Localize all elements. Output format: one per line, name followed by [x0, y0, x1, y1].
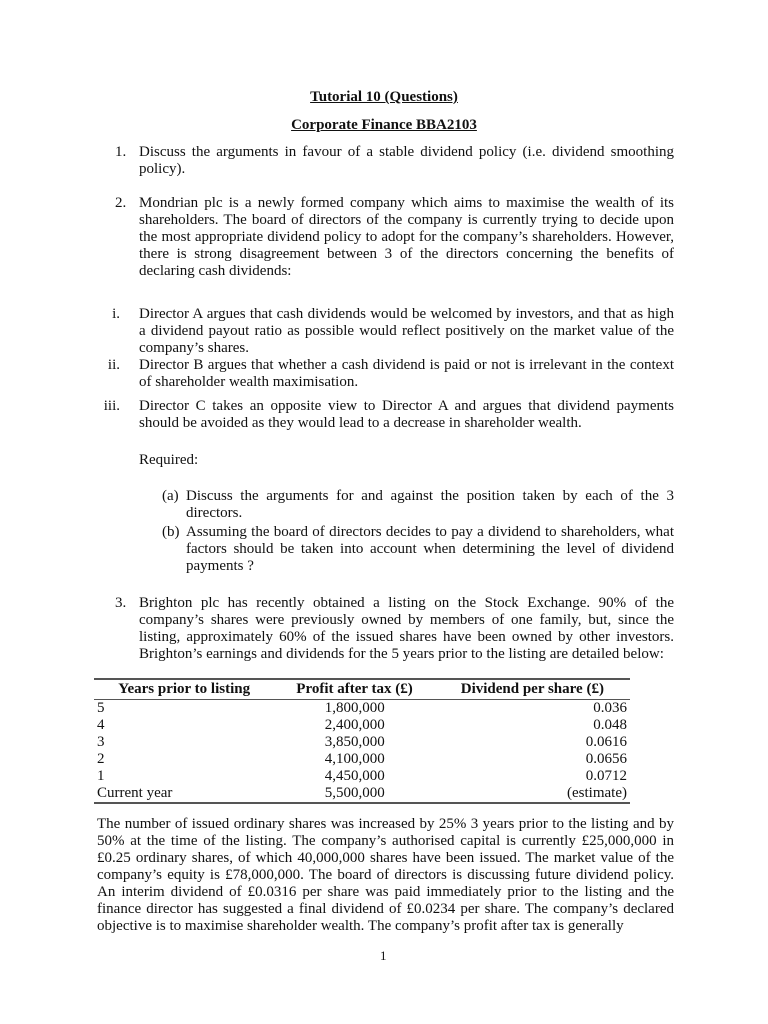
- page-number: 1: [380, 948, 387, 963]
- column-header: Profit after tax (£): [296, 681, 413, 697]
- question-1-text: Discuss the arguments in favour of a stable dividend policy (i.e. dividend smoothing policy).: [139, 144, 674, 177]
- table-cell: 5,500,000: [324, 785, 385, 801]
- table-cell: 0.0656: [585, 751, 627, 767]
- column-header: Dividend per share (£): [460, 681, 604, 697]
- part-text: Discuss the arguments for and against the position taken by each of the 3 directors.: [186, 488, 674, 521]
- point-number: iii.: [103, 398, 120, 414]
- table-row: [94, 717, 630, 734]
- table-row: [94, 700, 630, 718]
- table-cell: 0.036: [593, 700, 627, 716]
- table-row: [94, 785, 630, 803]
- point-text: Director C takes an opposite view to Director A and argues that dividend payments should be avoided as they would lead to a decrease in shareholder wealth.: [139, 398, 674, 431]
- column-header: Years prior to listing: [118, 681, 251, 697]
- table-cell: 3,850,000: [324, 734, 385, 750]
- point-number: i.: [112, 306, 120, 322]
- point-text: Director A argues that cash dividends would be welcomed by investors, and that as high a dividend payout ratio as possible would reflect positively on the market value of the company’s shares.: [139, 306, 674, 356]
- question-number: 3.: [115, 595, 127, 611]
- part-label: (b): [162, 524, 180, 540]
- table-cell: 4,450,000: [324, 768, 385, 784]
- question-3-text: Brighton plc has recently obtained a listing on the Stock Exchange. 90% of the company’s shares were previously owned by members of one family, but, since the listing, approximately 60% of the issued shares have been owned by other investors. Brighton’s earnings and dividends for the 5 years prior to the listing are detailed below:: [139, 595, 674, 662]
- earnings-dividends-table: [94, 678, 630, 804]
- part-label: (a): [162, 488, 179, 504]
- table-cell: 4: [97, 717, 105, 733]
- part-text: Assuming the board of directors decides to pay a dividend to shareholders, what factors should be taken into account when determining the level of dividend payments ?: [186, 524, 674, 574]
- question-3-paragraph: The number of issued ordinary shares was increased by 25% 3 years prior to the listing and by 50% at the time of the listing. The company’s authorised capital is currently £25,000,000 in £0.25 ordinary shares, of which 40,000,000 shares have been issued. The market value of the company’s equity is £78,000,000. The board of directors is discussing future dividend policy. An interim dividend of £0.0316 per share was paid immediately prior to the listing and the finance director has suggested a final dividend of £0.0234 per share. The company’s declared objective is to maximise shareholder wealth. The company’s profit after tax is generally: [97, 816, 674, 934]
- table-cell: 0.0712: [585, 768, 627, 784]
- table-cell: 2,400,000: [324, 717, 385, 733]
- table-row: [94, 751, 630, 768]
- table-cell: 0.0616: [585, 734, 627, 750]
- table-cell: 1,800,000: [324, 700, 385, 716]
- table-cell: 2: [97, 751, 105, 767]
- required-label: Required:: [139, 452, 199, 468]
- question-2-text: Mondrian plc is a newly formed company which aims to maximise the wealth of its shareholders. The board of directors of the company is currently trying to decide upon the most appropriate dividend policy to adopt for the company’s shareholders. However, there is strong disagreement between 3 of the directors concerning the benefits of declaring cash dividends:: [139, 195, 674, 279]
- table-cell: 3: [97, 734, 105, 750]
- point-number: ii.: [107, 357, 120, 373]
- page-title: Tutorial 10 (Questions): [310, 89, 458, 105]
- table-header-row: [94, 679, 630, 700]
- table-row: [94, 734, 630, 751]
- page-subtitle: Corporate Finance BBA2103: [291, 117, 477, 133]
- table-cell: 0.048: [593, 717, 627, 733]
- question-number: 2.: [115, 195, 127, 211]
- table-cell: Current year: [97, 785, 173, 801]
- table-cell: 4,100,000: [324, 751, 385, 767]
- table-row: [94, 768, 630, 785]
- table-cell: 5: [97, 700, 105, 716]
- table-cell: (estimate): [567, 785, 627, 801]
- table-cell: 1: [97, 768, 105, 784]
- point-text: Director B argues that whether a cash dividend is paid or not is irrelevant in the context of shareholder wealth maximisation.: [139, 357, 674, 390]
- question-number: 1.: [115, 144, 127, 160]
